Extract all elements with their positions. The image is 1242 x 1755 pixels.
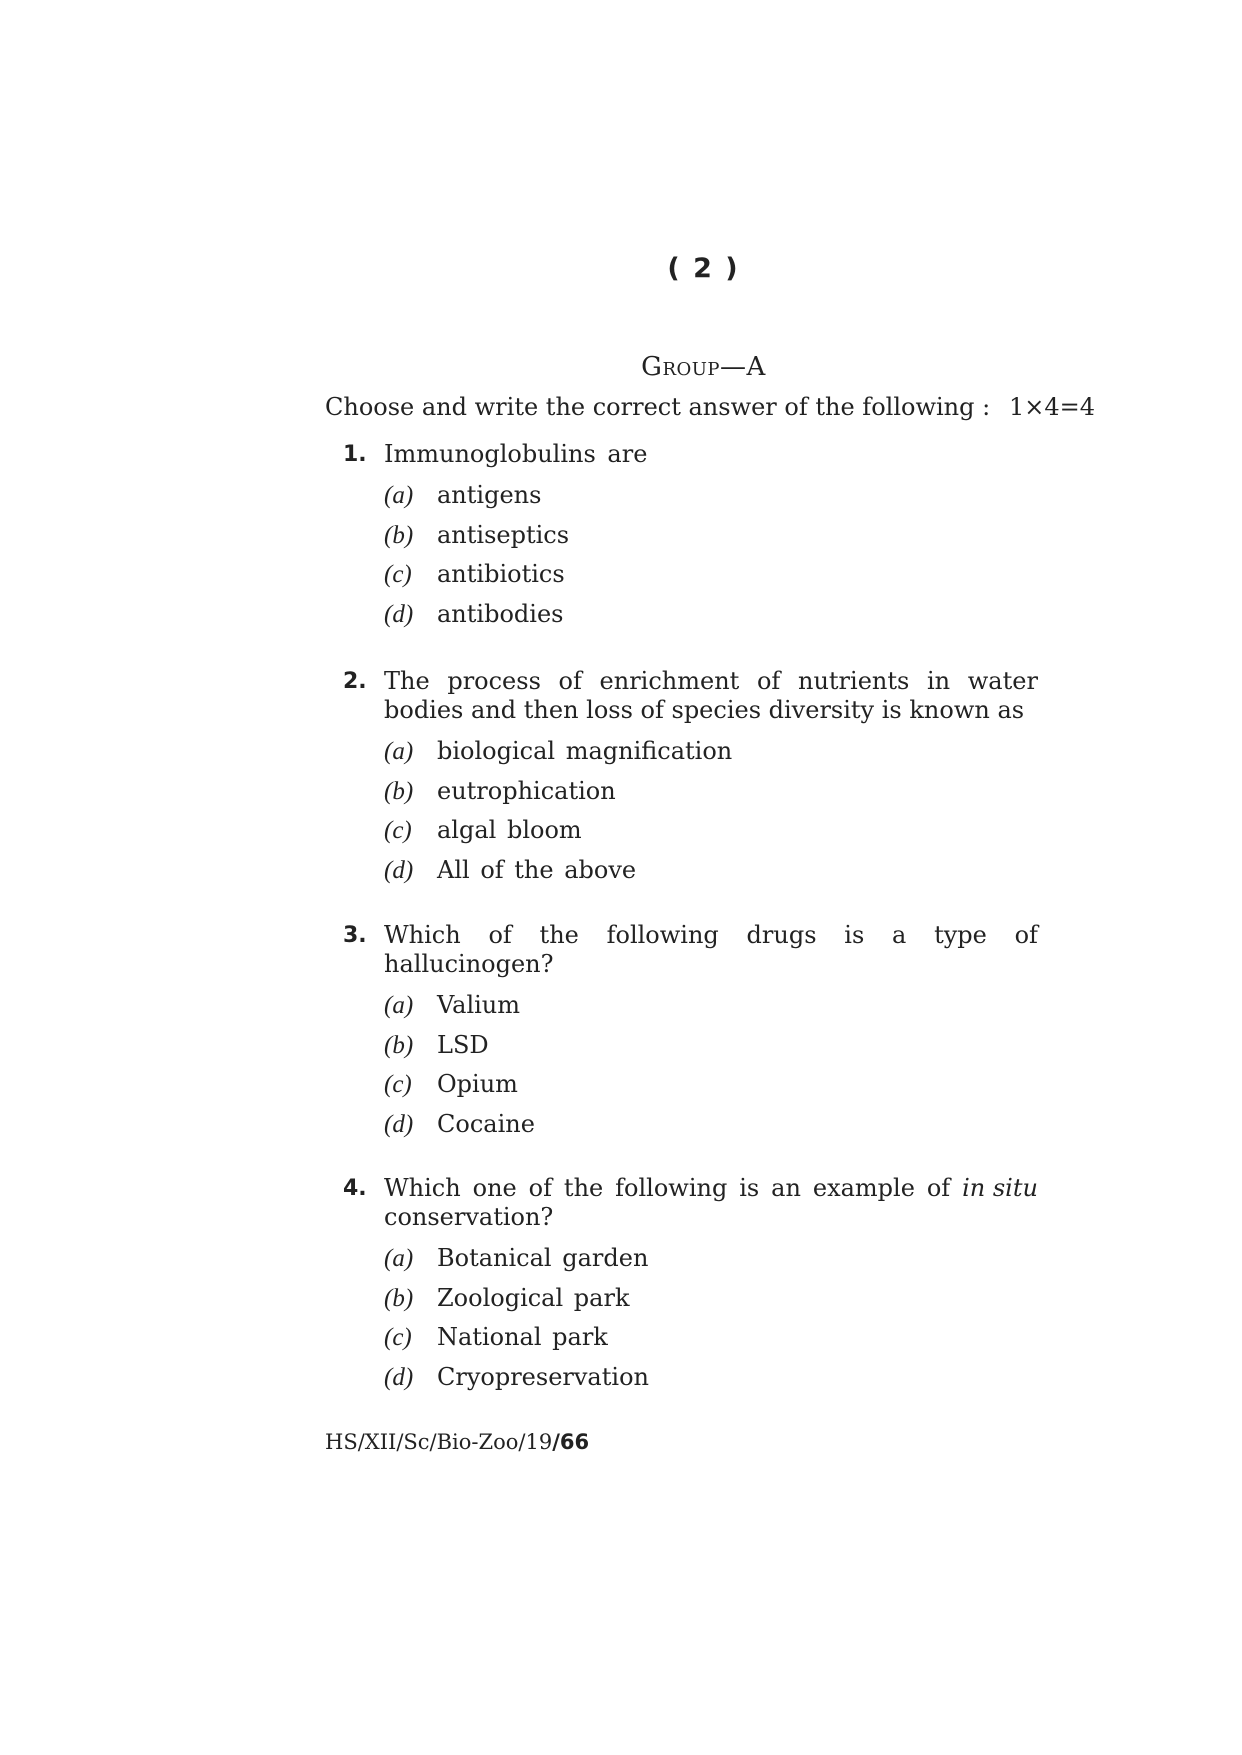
option-letter: (a): [384, 738, 414, 765]
option-letter: (d): [384, 600, 414, 628]
group-heading-prefix: Group: [641, 352, 721, 382]
footer-code-text: HS/XII/Sc/Bio-Zoo/19: [325, 1430, 553, 1454]
stem-word: of: [926, 1174, 951, 1202]
option-b: [384, 1279, 1038, 1319]
footer-number: /66: [552, 1430, 590, 1454]
option-letter: (a): [384, 1245, 414, 1272]
stem-word: of: [528, 1174, 552, 1202]
question-text: [343, 440, 1038, 469]
option-a: [384, 476, 1038, 516]
option-list: [343, 476, 1038, 634]
instruction-marks: 1×4=4: [1008, 393, 1095, 421]
stem-word: is: [739, 1174, 760, 1202]
question-stem-line-1: [384, 921, 1038, 950]
option-letter: (d): [384, 1363, 414, 1391]
stem-word: is: [844, 921, 865, 949]
stem-word: of: [558, 667, 582, 695]
stem-word: following: [606, 921, 719, 949]
option-d: [384, 1105, 1038, 1145]
stem-word: of: [1014, 921, 1038, 949]
group-heading: [0, 352, 1242, 382]
question-text: [343, 667, 1038, 725]
option-text: antiseptics: [437, 520, 570, 549]
option-text: Cryopreservation: [437, 1362, 649, 1391]
option-text: biological magnification: [437, 737, 733, 765]
option-text: Botanical garden: [437, 1244, 649, 1272]
question-number: 4.: [343, 1176, 367, 1201]
option-b: [384, 1026, 1038, 1066]
option-text: algal bloom: [437, 816, 582, 844]
instruction: [325, 393, 1095, 421]
stem-word: The: [384, 667, 430, 695]
question-1: [343, 440, 1038, 634]
option-c: [384, 1065, 1038, 1105]
stem-word: process: [447, 667, 541, 695]
option-letter: (c): [384, 817, 412, 844]
option-text: Cocaine: [437, 1109, 535, 1138]
group-heading-suffix: —A: [720, 352, 766, 382]
stem-italic: in situ: [962, 1174, 1038, 1202]
stem-word: the: [563, 1174, 604, 1202]
option-text: Zoological park: [437, 1283, 630, 1312]
stem-word: Which: [384, 1174, 461, 1202]
question-stem-line-2: bodies and then loss of species diversity is known as: [384, 696, 1025, 724]
option-c: [384, 1318, 1038, 1358]
option-text: LSD: [437, 1030, 489, 1059]
stem-word: water: [967, 667, 1038, 695]
stem-word: type: [934, 921, 987, 949]
option-letter: (a): [384, 992, 414, 1019]
option-letter: (a): [384, 482, 414, 509]
question-stem: Immunoglobulins are: [384, 440, 648, 468]
question-number: 3.: [343, 923, 367, 948]
instruction-text: Choose and write the correct answer of the following :: [325, 393, 991, 421]
question-text: [343, 1174, 1038, 1232]
option-letter: (c): [384, 1071, 412, 1098]
option-letter: (b): [384, 521, 414, 549]
option-c: [384, 811, 1038, 851]
page-number: ( 2 ): [667, 253, 740, 284]
option-d: [384, 851, 1038, 891]
question-stem-line-1: [384, 667, 1038, 696]
option-text: Valium: [437, 991, 521, 1019]
stem-word: nutrients: [797, 667, 910, 695]
stem-word: the: [539, 921, 579, 949]
option-d: [384, 595, 1038, 635]
stem-word: of: [488, 921, 512, 949]
option-letter: (b): [384, 777, 414, 805]
stem-word: enrichment: [599, 667, 740, 695]
stem-word: example: [812, 1174, 915, 1202]
option-list: [343, 1239, 1038, 1397]
option-text: antibiotics: [437, 560, 565, 588]
question-number: 2.: [343, 669, 367, 694]
option-text: antigens: [437, 481, 542, 509]
question-text: [343, 921, 1038, 979]
stem-word: Which: [384, 921, 461, 949]
option-text: National park: [437, 1323, 608, 1351]
option-text: eutrophication: [437, 776, 616, 805]
stem-word: drugs: [746, 921, 817, 949]
stem-word: a: [892, 921, 907, 949]
question-3: [343, 921, 1038, 1144]
footer-code: [325, 1430, 589, 1454]
stem-word: an: [771, 1174, 801, 1202]
option-a: [384, 986, 1038, 1026]
option-letter: (c): [384, 561, 412, 588]
option-letter: (d): [384, 856, 414, 884]
question-number: 1.: [343, 442, 367, 467]
stem-word: in: [926, 667, 951, 695]
option-a: [384, 1239, 1038, 1279]
option-letter: (b): [384, 1031, 414, 1059]
option-b: [384, 772, 1038, 812]
question-2: [343, 667, 1038, 890]
option-letter: (c): [384, 1324, 412, 1351]
question-4: [343, 1174, 1038, 1397]
option-text: antibodies: [437, 599, 564, 628]
option-d: [384, 1358, 1038, 1398]
option-letter: (b): [384, 1284, 414, 1312]
option-text: Opium: [437, 1070, 518, 1098]
option-letter: (d): [384, 1110, 414, 1138]
question-stem-line-1: [384, 1174, 1038, 1203]
option-a: [384, 732, 1038, 772]
question-stem-line-2: conservation?: [384, 1203, 554, 1231]
stem-word: following: [615, 1174, 728, 1202]
stem-word: one: [472, 1174, 517, 1202]
option-c: [384, 555, 1038, 595]
option-list: [343, 986, 1038, 1144]
option-list: [343, 732, 1038, 890]
option-b: [384, 516, 1038, 556]
question-stem-line-2: hallucinogen?: [384, 950, 554, 978]
stem-word: of: [756, 667, 781, 695]
option-text: All of the above: [437, 855, 637, 884]
